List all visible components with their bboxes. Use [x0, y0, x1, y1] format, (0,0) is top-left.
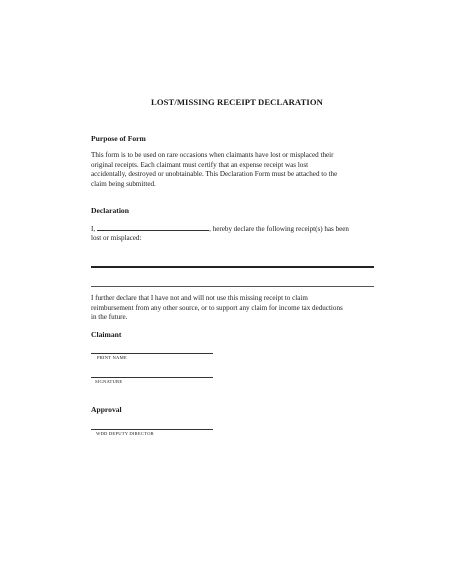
declaration-suffix: , hereby declare the following receipt(s) has been [209, 225, 349, 233]
further-declaration-paragraph [91, 294, 381, 323]
claimant-heading: Claimant [91, 330, 122, 339]
declaration-statement [91, 224, 349, 235]
receipt-entry-line-2[interactable] [91, 286, 374, 287]
purpose-line-3: accidentally, destroyed or unobtainable. This Declaration Form must be attached to the [91, 170, 338, 179]
declaration-heading: Declaration [91, 206, 129, 215]
print-name-label: PRINT NAME [97, 355, 127, 360]
receipt-entry-line-1[interactable] [91, 266, 374, 268]
further-line-3: in the future. [91, 313, 128, 322]
declaration-prefix: I, [91, 225, 96, 233]
purpose-heading: Purpose of Form [91, 134, 146, 143]
further-line-2: reimbursement from any other source, or to support any claim for income tax deductions [91, 303, 343, 312]
further-line-1: I further declare that I have not and will not use this missing receipt to claim [91, 294, 308, 302]
signature-label: SIGNATURE [95, 379, 123, 384]
purpose-paragraph [91, 151, 381, 189]
document-title: LOST/MISSING RECEIPT DECLARATION [151, 97, 323, 107]
director-signature-line[interactable] [91, 429, 213, 430]
approval-heading: Approval [91, 405, 122, 414]
purpose-line-1: This form is to be used on rare occasions when claimants have lost or misplaced their [91, 151, 334, 159]
purpose-line-2: original receipts. Each claimant must certify that an expense receipt was lost [91, 160, 309, 169]
purpose-line-4: claim being submitted. [91, 179, 156, 188]
claimant-name-blank[interactable] [97, 224, 209, 231]
declaration-line-2: lost or misplaced: [91, 234, 142, 242]
signature-line[interactable] [91, 377, 213, 378]
print-name-line[interactable] [91, 353, 213, 354]
director-label: WDD DEPUTY DIRECTOR [96, 431, 154, 436]
